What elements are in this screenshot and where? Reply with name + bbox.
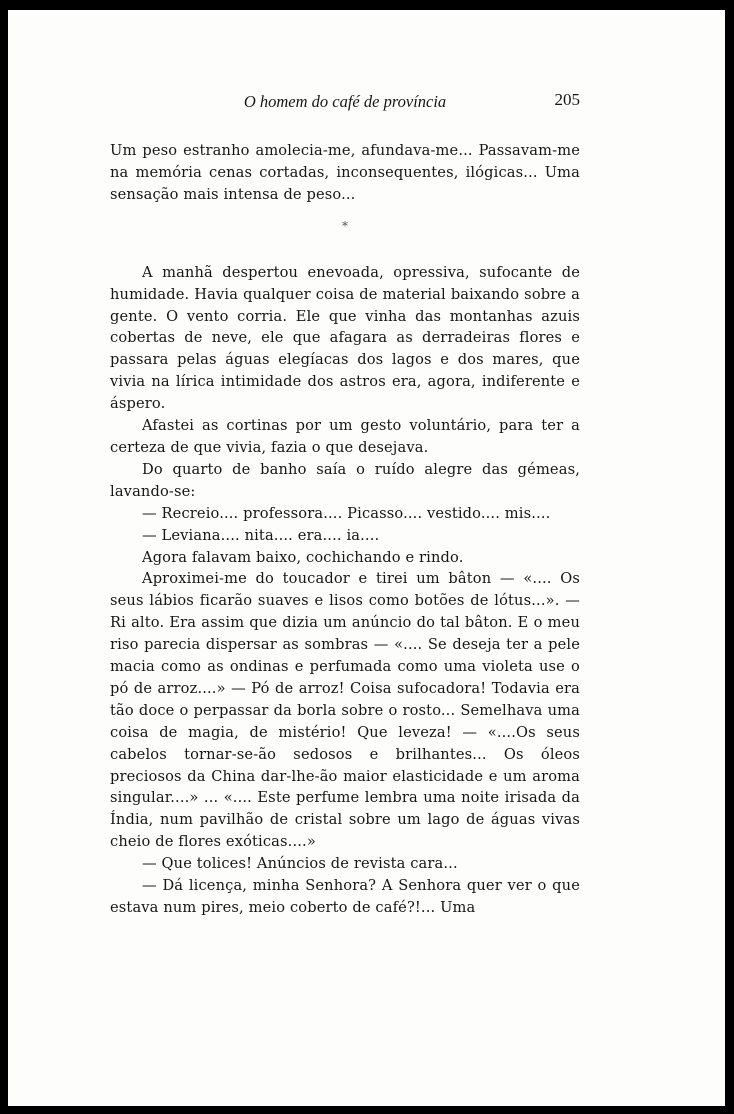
body-text-section-2: [110, 262, 580, 919]
dialogue-line: — Dá licença, minha Senhora? A Senhora quer ver o que estava num pires, meio coberto de café?!... Uma: [110, 877, 580, 916]
book-page: [110, 90, 580, 919]
running-title: O homem do café de província: [243, 92, 447, 111]
body-text-section-1: [110, 140, 580, 206]
paragraph: Afastei as cortinas por um gesto voluntário, para ter a certeza de que vivia, fazia o que desejava.: [110, 417, 580, 456]
dialogue-line: — Leviana.... nita.... era.... ia....: [142, 526, 380, 544]
dialogue-line: — Que tolices! Anúncios de revista cara...: [142, 855, 458, 873]
running-head: [110, 90, 580, 114]
paragraph: Aproximei-me do toucador e tirei um bâton — «.... Os seus lábios ficarão suaves e lisos como botões de lótus...». — Ri alto. Era assim que dizia um anúncio do tal bâton. E o meu riso parecia dispersar as sombras — «.... Se deseja ter a pele macia como as ondinas e perfumada como uma violeta use o pó de arroz....» — Pó de arroz! Coisa sufocadora! Todavia era tão doce o perpassar da borla sobre o rosto... Semelhava uma coisa de magia, de mistério! Que leveza! — «....Os seus cabelos tornar-se-ão sedosos e brilhantes... Os óleos preciosos da China dar-lhe-ão maior elasticidade e um aroma singular....» ... «.... Este perfume lembra uma noite irisada da Índia, num pavilhão de cristal sobre um lago de águas vivas cheio de flores exóticas....»: [110, 570, 580, 851]
paragraph: Agora falavam baixo, cochichando e rindo.: [142, 548, 464, 566]
paragraph: A manhã despertou enevoada, opressiva, sufocante de humidade. Havia qualquer coisa de material baixando sobre a gente. O vento corria. Ele que vinha das montanhas azuis cobertas de neve, ele que afagara as derradeiras flores e passara pelas águas elegíacas dos lagos e dos mares, que vivia na lírica intimidade dos astros era, agora, indiferente e áspero.: [110, 263, 580, 413]
dialogue-line: — Recreio.... professora.... Picasso.... vestido.... mis....: [142, 504, 551, 522]
section-separator: *: [342, 218, 348, 233]
paragraph: Do quarto de banho saía o ruído alegre das gémeas, lavando-se:: [110, 460, 580, 500]
paragraph: Um peso estranho amolecia-me, afundava-me... Passavam-me na memória cenas cortadas, inconsequentes, ilógicas... Uma sensação mais intensa de peso...: [110, 142, 580, 203]
page-number: 205: [554, 90, 580, 109]
